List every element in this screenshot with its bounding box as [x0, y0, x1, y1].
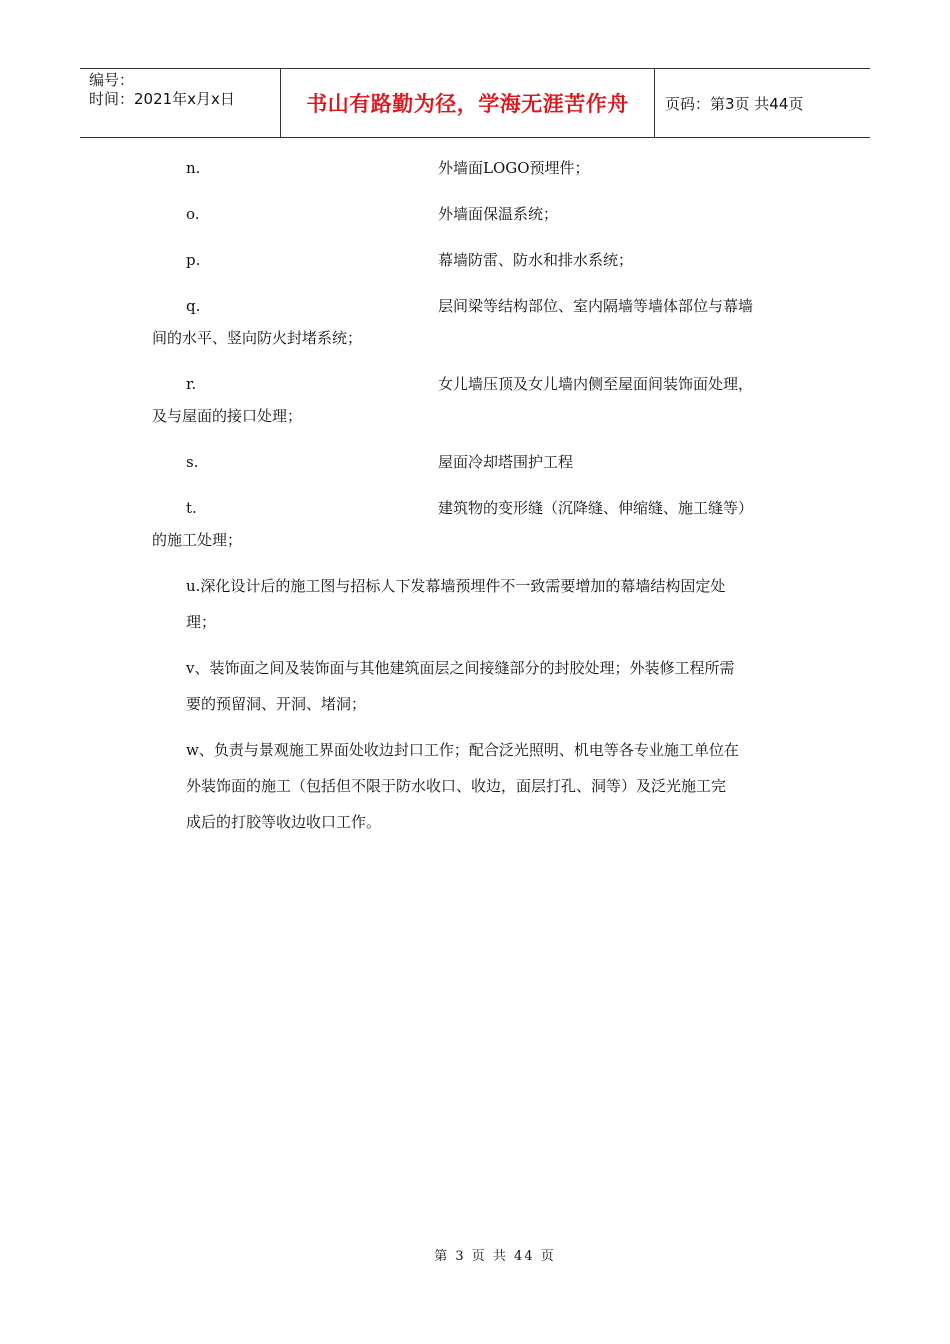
list-item-letter: p. — [186, 251, 201, 269]
list-item-continuation: 的施工处理； — [152, 531, 243, 549]
document-date-label: 时间：2021年x月x日 — [89, 90, 235, 108]
list-item-letter: r. — [186, 375, 197, 393]
page-footer: 第 3 页 共 44 页 — [434, 1249, 556, 1264]
paragraph-line: 成后的打胶等收边收口工作。 — [186, 813, 382, 831]
list-item — [152, 490, 802, 558]
document-body — [152, 150, 802, 850]
list-item-continuation: 间的水平、竖向防火封堵系统； — [152, 329, 363, 347]
list-item-letter: n. — [186, 159, 201, 177]
paragraph-line: w、负责与景观施工界面处收边封口工作；配合泛光照明、机电等各专业施工单位在 — [186, 741, 739, 759]
list-item — [152, 366, 802, 434]
list-item-letter: o. — [186, 205, 200, 223]
document-number-label: 编号： — [89, 71, 135, 89]
list-item — [152, 242, 802, 278]
header-meta — [80, 69, 281, 137]
list-item-text: 建筑物的变形缝（沉降缝、伸缩缝、施工缝等） — [438, 499, 754, 517]
header-motto: 书山有路勤为径，学海无涯苦作舟 — [281, 69, 655, 137]
list-item — [152, 196, 802, 232]
list-item — [152, 150, 802, 186]
list-item-text: 屋面冷却塔围护工程 — [438, 453, 574, 471]
header-page-info: 页码：第3页 共44页 — [665, 94, 804, 113]
list-item-continuation: 及与屋面的接口处理； — [152, 407, 303, 425]
paragraph-line: u.深化设计后的施工图与招标人下发幕墙预埋件不一致需要增加的幕墙结构固定处 — [186, 577, 726, 595]
paragraph-w — [152, 732, 802, 840]
list-item-letter: q. — [186, 297, 201, 315]
paragraph-line: 外装饰面的施工（包括但不限于防水收口、收边，面层打孔、洞等）及泛光施工完 — [186, 777, 727, 795]
list-item-text: 女儿墙压顶及女儿墙内侧至屋面间装饰面处理， — [438, 375, 754, 393]
list-item-text: 幕墙防雷、防水和排水系统； — [438, 251, 634, 269]
list-item-letter: t. — [186, 499, 197, 517]
paragraph-line: 理； — [186, 613, 217, 631]
list-item — [152, 288, 802, 356]
paragraph-line: 要的预留洞、开洞、堵洞； — [186, 695, 367, 713]
list-item-text: 外墙面保温系统； — [438, 205, 559, 223]
list-item-letter: s. — [186, 453, 199, 471]
page-header — [80, 68, 870, 138]
paragraph-v — [152, 650, 802, 722]
paragraph-u — [152, 568, 802, 640]
paragraph-line: v、装饰面之间及装饰面与其他建筑面层之间接缝部分的封胶处理；外装修工程所需 — [186, 659, 735, 677]
list-item — [152, 444, 802, 480]
list-item-text: 外墙面LOGO预埋件； — [438, 159, 590, 177]
list-item-text: 层间梁等结构部位、室内隔墙等墙体部位与幕墙 — [438, 297, 754, 315]
